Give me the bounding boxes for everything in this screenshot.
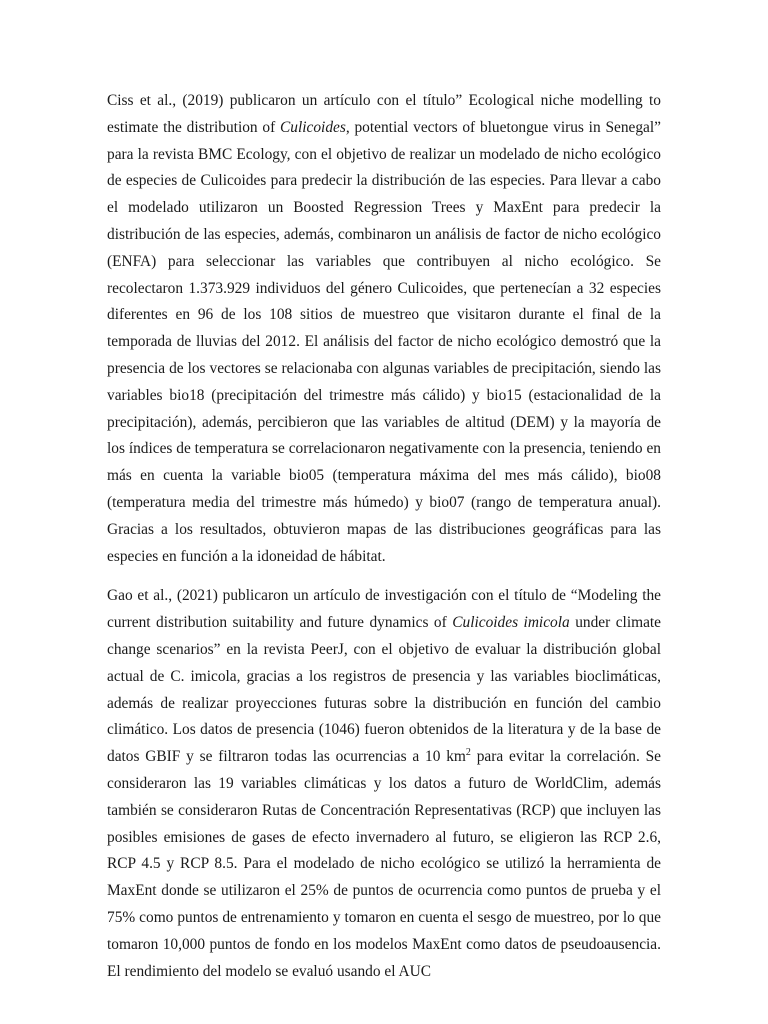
paragraph-ciss-2019: [107, 88, 661, 570]
paragraph-gao-2021: [107, 583, 661, 985]
text-run: Ciss et al., (2019) publicaron un artículo con el título” Ecological niche modelling to estimate the distribution of: [107, 92, 661, 136]
text-run: Gao et al., (2021) publicaron un artículo de investigación con el título de “Modeling the current distribution suitability and future dynamics of: [107, 587, 661, 632]
document-body: [107, 88, 661, 998]
text-run: , potential vectors of bluetongue virus in Senegal” para la revista BMC Ecology, con el objetivo de realizar un modelado de nicho ecológico de especies de Culicoides para predecir la distribución de las especies. Para llevar a cabo el modelado utilizaron un Boosted Regression Trees y MaxEnt para predecir la distribución de las especies, además, combinaron un análisis de factor de nicho ecológico (ENFA) para seleccionar las variables que contribuyen al nicho ecológico. Se recolectaron 1.373.929 individuos del género Culicoides, que pertenecían a 32 especies diferentes en 96 de los 108 sitios de muestreo que visitaron durante el final de la temporada de lluvias del 2012. El análisis del factor de nicho ecológico demostró que la presencia de los vectores se relacionaba con algunas variables de precipitación, siendo las variables bio18 (precipitación del trimestre más cálido) y bio15 (estacionalidad de la precipitación), además, percibieron que las variables de altitud (DEM) y la mayoría de los índices de temperatura se correlacionaron negativamente con la presencia, teniendo en más en cuenta la variable bio05 (temperatura máxima del mes más cálido), bio08 (temperatura media del trimestre más húmedo) y bio07 (rango de temperatura anual). Gracias a los resultados, obtuvieron mapas de las distribuciones geográficas para las especies en función a la idoneidad de hábitat.: [107, 118, 661, 565]
text-run: para evitar la correlación. Se consideraron las 19 variables climáticas y los datos a futuro de WorldClim, además también se consideraron Rutas de Concentración Representativas (RCP) que incluyen las posibles emisiones de gases de efecto invernadero al futuro, se eligieron las RCP 2.6, RCP 4.5 y RCP 8.5. Para el modelado de nicho ecológico se utilizó la herramienta de MaxEnt donde se utilizaron el 25% de puntos de ocurrencia como puntos de prueba y el 75% como puntos de entrenamiento y tomaron en cuenta el sesgo de muestreo, por lo que tomaron 10,000 puntos de fondo en los modelos MaxEnt como datos de pseudoausencia. El rendimiento del modelo se evaluó usando el AUC: [107, 748, 661, 980]
text-run: under climate change scenarios” en la revista PeerJ, con el objetivo de evaluar la distribución global actual de C. imicola, gracias a los registros de presencia y las variables bioclimáticas, además de realizar proyecciones futuras sobre la distribución en función del cambio climático. Los datos de presencia (1046) fueron obtenidos de la literatura y de la base de datos GBIF y se filtraron todas las ocurrencias a 10 km: [107, 614, 662, 766]
species-name-italic: Culicoides: [280, 118, 346, 136]
superscript-exponent: 2: [465, 747, 471, 758]
species-name-italic: Culicoides imicola: [452, 614, 570, 632]
